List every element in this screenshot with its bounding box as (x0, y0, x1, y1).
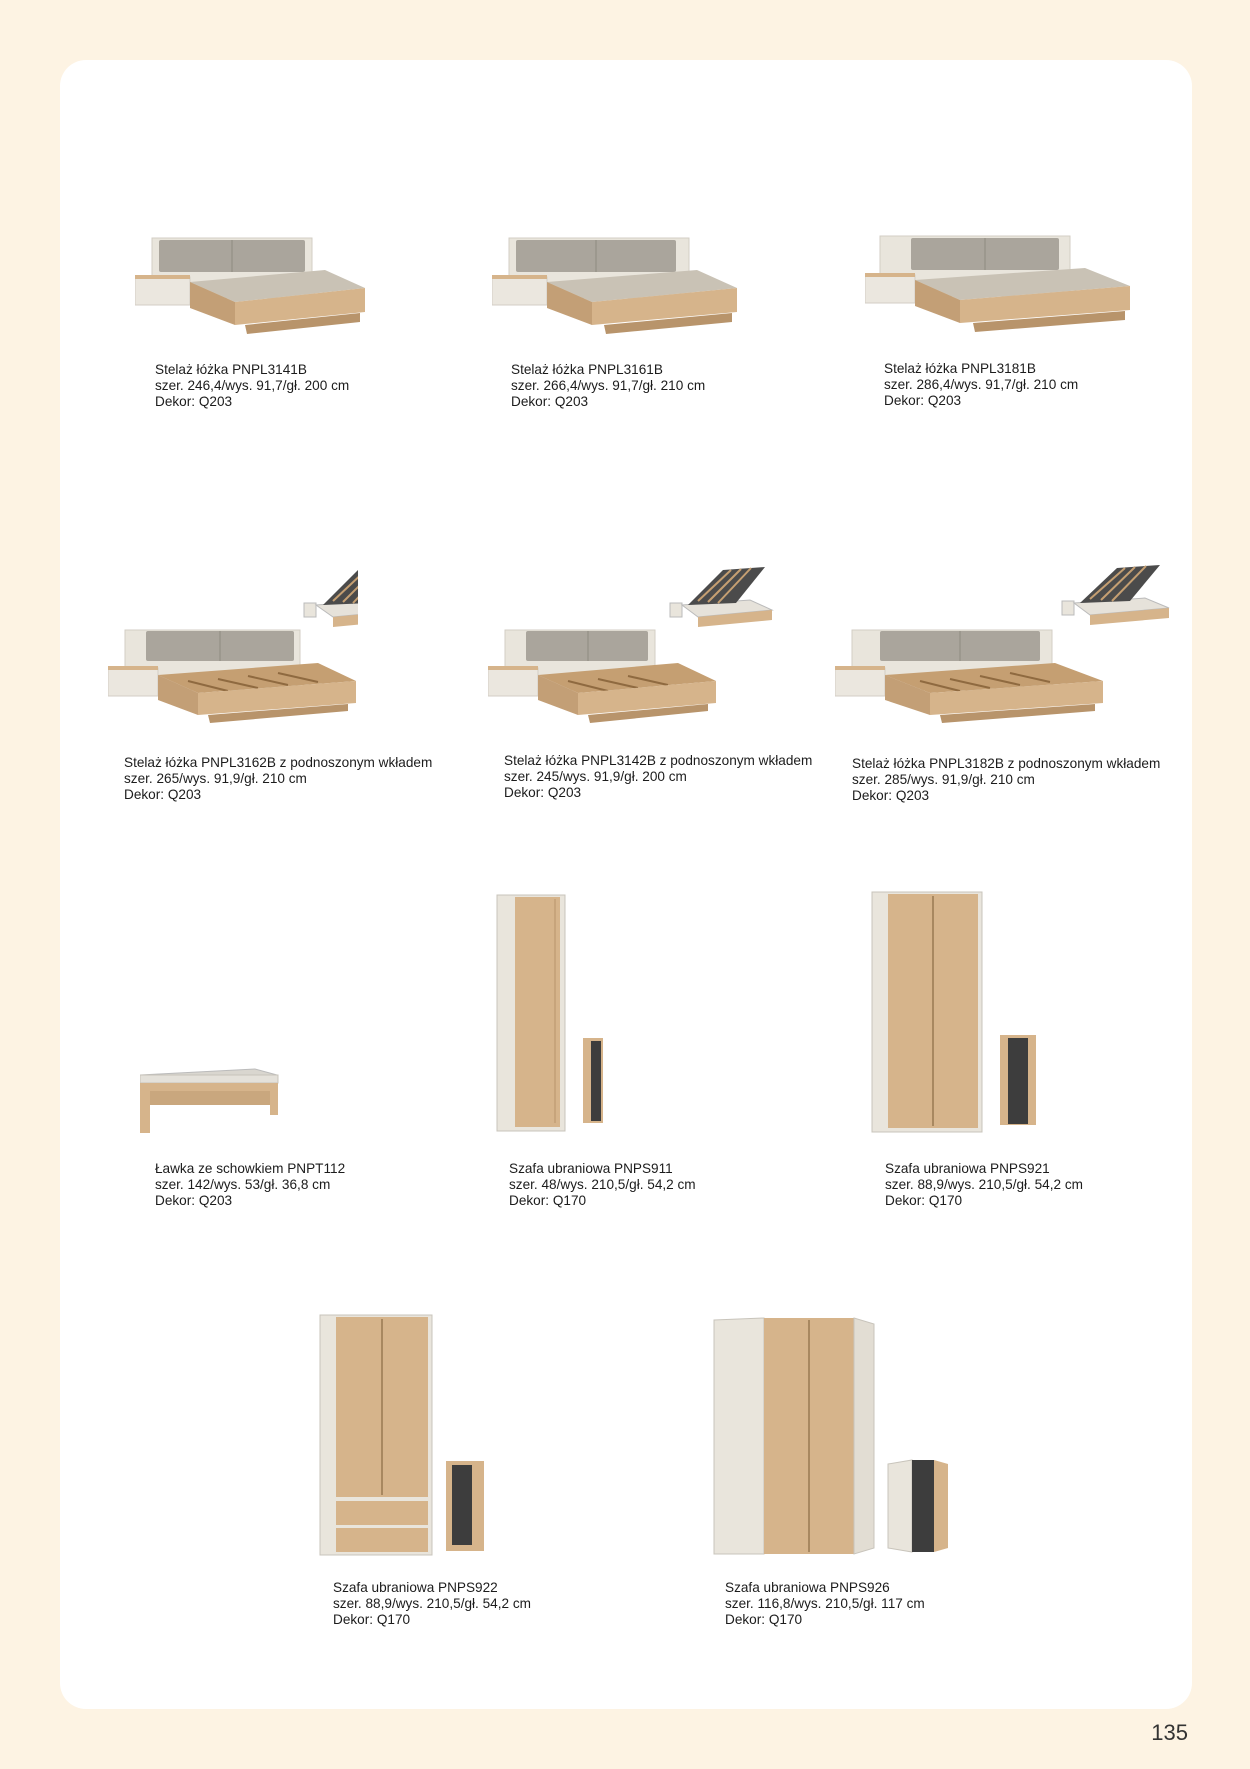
product-name: Stelaż łóżka PNPL3161B (511, 362, 663, 377)
bed-image-pnpl3181b (865, 228, 1135, 338)
product-name: Szafa ubraniowa PNPS926 (725, 1580, 890, 1595)
product-caption (509, 1161, 696, 1209)
product-dims: szer. 246,4/wys. 91,7/gł. 200 cm (155, 378, 350, 393)
bench-image-pnpt112 (140, 1065, 280, 1135)
bed-lift-image-pnpl3142b (488, 565, 778, 725)
bed-image-pnpl3141b (135, 230, 370, 340)
product-dims: szer. 88,9/wys. 210,5/gł. 54,2 cm (333, 1596, 531, 1611)
product-dims: szer. 142/wys. 53/gł. 36,8 cm (155, 1177, 331, 1192)
bed-image-pnpl3161b (492, 230, 742, 340)
product-name: Stelaż łóżka PNPL3141B (155, 362, 307, 377)
product-caption (884, 361, 1078, 409)
product-caption (511, 362, 705, 410)
product-name: Stelaż łóżka PNPL3182B z podnoszonym wkładem (852, 756, 1161, 771)
product-decor: Dekor: Q203 (511, 394, 589, 409)
product-name: Stelaż łóżka PNPL3181B (884, 361, 1036, 376)
wardrobe-image-pnps922 (318, 1313, 488, 1558)
product-dims: szer. 265/wys. 91,9/gł. 210 cm (124, 771, 307, 786)
product-caption (124, 755, 432, 803)
product-name: Ławka ze schowkiem PNPT112 (155, 1161, 346, 1176)
product-caption (155, 1161, 345, 1209)
product-dims: szer. 116,8/wys. 210,5/gł. 117 cm (725, 1596, 925, 1611)
product-dims: szer. 245/wys. 91,9/gł. 200 cm (504, 769, 687, 784)
product-name: Szafa ubraniowa PNPS921 (885, 1161, 1050, 1176)
product-dims: szer. 266,4/wys. 91,7/gł. 210 cm (511, 378, 706, 393)
wardrobe-image-pnps921 (870, 890, 1040, 1135)
product-caption (852, 756, 1160, 804)
product-decor: Dekor: Q203 (852, 788, 930, 803)
product-caption (725, 1580, 925, 1628)
product-name: Szafa ubraniowa PNPS922 (333, 1580, 498, 1595)
wardrobe-image-pnps911 (495, 893, 610, 1133)
product-name: Stelaż łóżka PNPL3142B z podnoszonym wkładem (504, 753, 813, 768)
wardrobe-image-pnps926 (712, 1316, 957, 1556)
product-dims: szer. 48/wys. 210,5/gł. 54,2 cm (509, 1177, 696, 1192)
product-dims: szer. 286,4/wys. 91,7/gł. 210 cm (884, 377, 1079, 392)
product-decor: Dekor: Q203 (124, 787, 202, 802)
page-number: 135 (1151, 1720, 1188, 1745)
product-caption (333, 1580, 531, 1628)
product-decor: Dekor: Q203 (884, 393, 962, 408)
product-decor: Dekor: Q203 (155, 394, 233, 409)
bed-lift-image-pnpl3182b (835, 565, 1175, 725)
bed-lift-image-pnpl3162b (108, 565, 358, 725)
product-caption (885, 1161, 1083, 1209)
product-caption (155, 362, 349, 410)
product-decor: Dekor: Q203 (155, 1193, 233, 1208)
product-dims: szer. 88,9/wys. 210,5/gł. 54,2 cm (885, 1177, 1083, 1192)
product-name: Stelaż łóżka PNPL3162B z podnoszonym wkładem (124, 755, 433, 770)
product-decor: Dekor: Q203 (504, 785, 582, 800)
product-decor: Dekor: Q170 (509, 1193, 587, 1208)
product-decor: Dekor: Q170 (725, 1612, 803, 1627)
product-decor: Dekor: Q170 (333, 1612, 411, 1627)
product-decor: Dekor: Q170 (885, 1193, 963, 1208)
product-dims: szer. 285/wys. 91,9/gł. 210 cm (852, 772, 1035, 787)
product-caption (504, 753, 812, 801)
product-name: Szafa ubraniowa PNPS911 (509, 1161, 673, 1176)
